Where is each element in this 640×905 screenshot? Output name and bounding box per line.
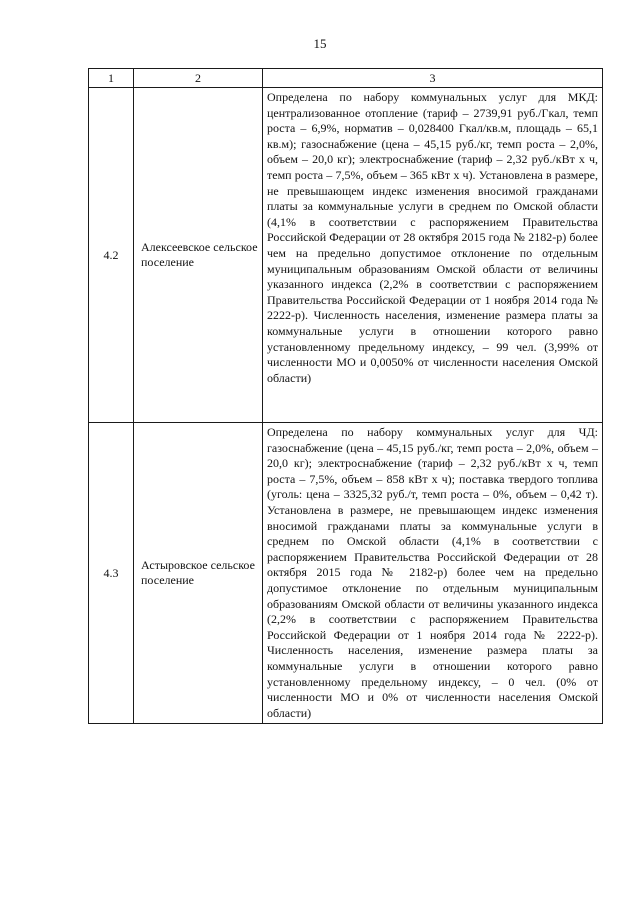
column-header-3: 3 [263, 69, 603, 88]
document-table [88, 68, 603, 724]
page-number: 15 [313, 36, 327, 51]
settlement-name: Алексеевское сельское поселение [134, 88, 263, 423]
table-row [89, 88, 603, 423]
row-number: 4.3 [89, 423, 134, 724]
column-header-1: 1 [89, 69, 134, 88]
settlement-name: Астыровское сельское поселение [134, 423, 263, 724]
table-row [89, 423, 603, 724]
table-header-row [89, 69, 603, 88]
settlement-description: Определена по набору коммунальных услуг для МКД: централизованное отопление (тариф – 2739,91 руб./Гкал, темп роста – 6,9%, норматив – 0,028400 Гкал/кв.м, площадь – 65,1 кв.м); газоснабжение (цена – 45,15 руб./кг, темп роста – 2,0%, объем – 20,0 кг); электроснабжение (тариф – 2,32 руб./кВт х ч, темп роста – 7,5%, объем – 365 кВт х ч). Установлена в размере, не превышающем индекс изменения вносимой гражданами платы за коммунальные услуги в среднем по Омской области (4,1% в соответствии с распоряжением Правительства Российской Федерации от 28 октября 2015 года № 2182-р) более чем на предельно допустимое отклонение по отдельным муниципальным образованиям Омской области от величины указанного индекса (2,2% в соответствии с распоряжением Правительства Российской Федерации от 1 ноября 2014 года № 2222-р). Численность населения, изменение размера платы за коммунальные услуги в отношении которого равно установленному предельному индексу, – 99 чел. (3,99% от численности МО и 0,0050% от численности населения Омской области) [263, 88, 603, 423]
column-header-2: 2 [134, 69, 263, 88]
settlement-description: Определена по набору коммунальных услуг для ЧД: газоснабжение (цена – 45,15 руб./кг, темп роста – 2,0%, объем – 20,0 кг); электроснабжение (тариф – 2,32 руб./кВт х ч, темп роста – 7,5%, объем – 858 кВт х ч); поставка твердого топлива (уголь: цена – 3325,32 руб./т, темп роста – 0%, объем – 0,42 т). Установлена в размере, не превышающем индекс изменения вносимой гражданами платы за коммунальные услуги в среднем по Омской области (4,1% в соответствии с распоряжением Правительства Российской Федерации от 28 октября 2015 года № 2182-р) более чем на предельно допустимое отклонение по отдельным муниципальным образованиям Омской области от величины указанного индекса (2,2% в соответствии с распоряжением Правительства Российской Федерации от 1 ноября 2014 года № 2222-р). Численность населения, изменение размера платы за коммунальные услуги в отношении которого равно установленному предельному индексу, – 0 чел. (0% от численности МО и 0% от численности населения Омской области) [263, 423, 603, 724]
row-number: 4.2 [89, 88, 134, 423]
